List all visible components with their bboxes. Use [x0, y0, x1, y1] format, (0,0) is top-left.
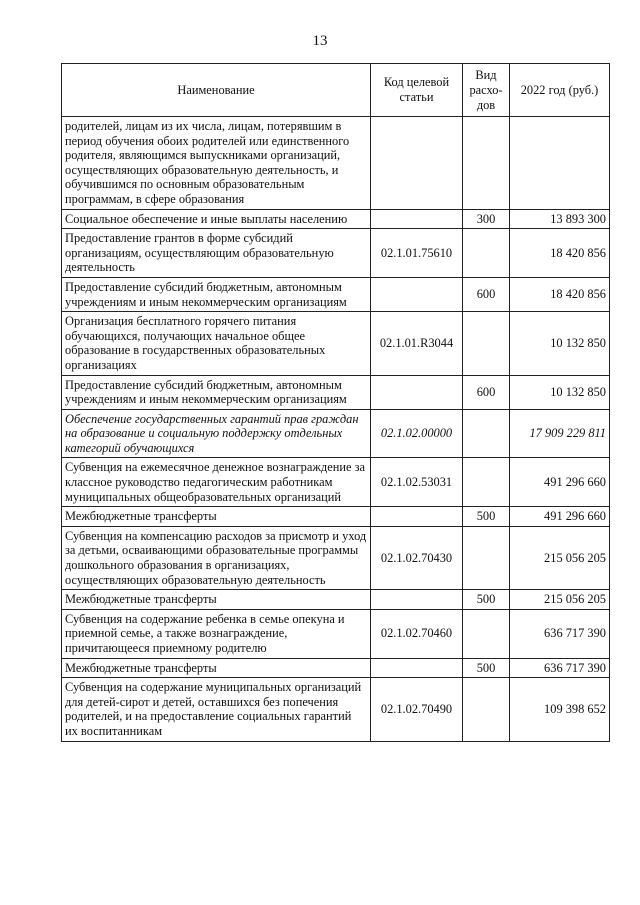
row-code: [371, 375, 463, 409]
table-row: [62, 507, 610, 527]
row-type: [463, 409, 510, 458]
table-row: [62, 678, 610, 741]
row-sum: 109 398 652: [510, 678, 610, 741]
row-code: 02.1.02.70460: [371, 609, 463, 658]
row-code: 02.1.02.70490: [371, 678, 463, 741]
table-row: [62, 117, 610, 210]
row-name: Предоставление грантов в форме субсидий организациям, осуществляющим образовательную деятельность: [62, 229, 371, 278]
budget-table: [61, 63, 610, 742]
row-type: [463, 312, 510, 375]
row-name: Социальное обеспечение и иные выплаты населению: [62, 209, 371, 229]
row-sum: 491 296 660: [510, 507, 610, 527]
row-name: родителей, лицам из их числа, лицам, потерявшим в период обучения обоих родителей или единственного родителя, являющимся выпускниками организаций, осуществляющих образовательную деятельность, и обучившимся по основным образовательным программам, в сфере образования: [62, 117, 371, 210]
row-sum: 491 296 660: [510, 458, 610, 507]
row-type: 600: [463, 277, 510, 311]
row-name: Субвенция на ежемесячное денежное вознаграждение за классное руководство педагогическим работникам муниципальных общеобразовательных организаций: [62, 458, 371, 507]
row-type: 500: [463, 658, 510, 678]
table-row: [62, 209, 610, 229]
row-code: [371, 507, 463, 527]
page-number: 13: [312, 33, 328, 49]
table-row: [62, 658, 610, 678]
table-row: [62, 590, 610, 610]
header-code: Код целевой статьи: [371, 64, 463, 117]
row-sum: 215 056 205: [510, 590, 610, 610]
table-row: [62, 458, 610, 507]
row-type: [463, 117, 510, 210]
row-code: [371, 277, 463, 311]
table-row: [62, 409, 610, 458]
row-name: Предоставление субсидий бюджетным, автономным учреждениям и иным некоммерческим организациям: [62, 375, 371, 409]
row-name: Субвенция на содержание муниципальных организаций для детей-сирот и детей, оставшихся без попечения родителей, и на предоставление социальных гарантий их воспитанникам: [62, 678, 371, 741]
row-type: [463, 678, 510, 741]
row-sum: 215 056 205: [510, 526, 610, 589]
row-code: [371, 658, 463, 678]
row-name: Межбюджетные трансферты: [62, 590, 371, 610]
row-type: [463, 229, 510, 278]
row-type: 600: [463, 375, 510, 409]
row-code: [371, 590, 463, 610]
row-sum: 636 717 390: [510, 609, 610, 658]
header-sum: 2022 год (руб.): [510, 64, 610, 117]
header-type: Вид расхо-дов: [463, 64, 510, 117]
table-row: [62, 277, 610, 311]
row-sum: 10 132 850: [510, 375, 610, 409]
row-type: [463, 526, 510, 589]
row-type: [463, 609, 510, 658]
row-sum: 18 420 856: [510, 229, 610, 278]
row-code: 02.1.01.R3044: [371, 312, 463, 375]
header-name: Наименование: [62, 64, 371, 117]
row-name: Субвенция на компенсацию расходов за присмотр и уход за детьми, осваивающими образовательные программы дошкольного образования в организациях, осуществляющих образовательную деятельность: [62, 526, 371, 589]
row-name: Межбюджетные трансферты: [62, 507, 371, 527]
table-row: [62, 609, 610, 658]
row-sum: 18 420 856: [510, 277, 610, 311]
row-sum: [510, 117, 610, 210]
table-body: [62, 117, 610, 742]
table-row: [62, 229, 610, 278]
row-code: 02.1.02.53031: [371, 458, 463, 507]
row-code: 02.1.01.75610: [371, 229, 463, 278]
row-sum: 636 717 390: [510, 658, 610, 678]
row-name: Предоставление субсидий бюджетным, автономным учреждениям и иным некоммерческим организациям: [62, 277, 371, 311]
row-code: 02.1.02.70430: [371, 526, 463, 589]
row-name: Субвенция на содержание ребенка в семье опекуна и приемной семье, а также вознаграждение, причитающееся приемному родителю: [62, 609, 371, 658]
row-code: [371, 117, 463, 210]
row-type: [463, 458, 510, 507]
row-type: 300: [463, 209, 510, 229]
row-code: [371, 209, 463, 229]
table-header-row: [62, 64, 610, 117]
row-sum: 10 132 850: [510, 312, 610, 375]
row-type: 500: [463, 507, 510, 527]
row-type: 500: [463, 590, 510, 610]
row-name: Межбюджетные трансферты: [62, 658, 371, 678]
table-row: [62, 526, 610, 589]
row-name: Обеспечение государственных гарантий прав граждан на образование и социальную поддержку отдельных категорий обучающихся: [62, 409, 371, 458]
table-row: [62, 375, 610, 409]
row-sum: 17 909 229 811: [510, 409, 610, 458]
table-row: [62, 312, 610, 375]
row-code: 02.1.02.00000: [371, 409, 463, 458]
row-sum: 13 893 300: [510, 209, 610, 229]
row-name: Организация бесплатного горячего питания обучающихся, получающих начальное общее образование в государственных образовательных организациях: [62, 312, 371, 375]
